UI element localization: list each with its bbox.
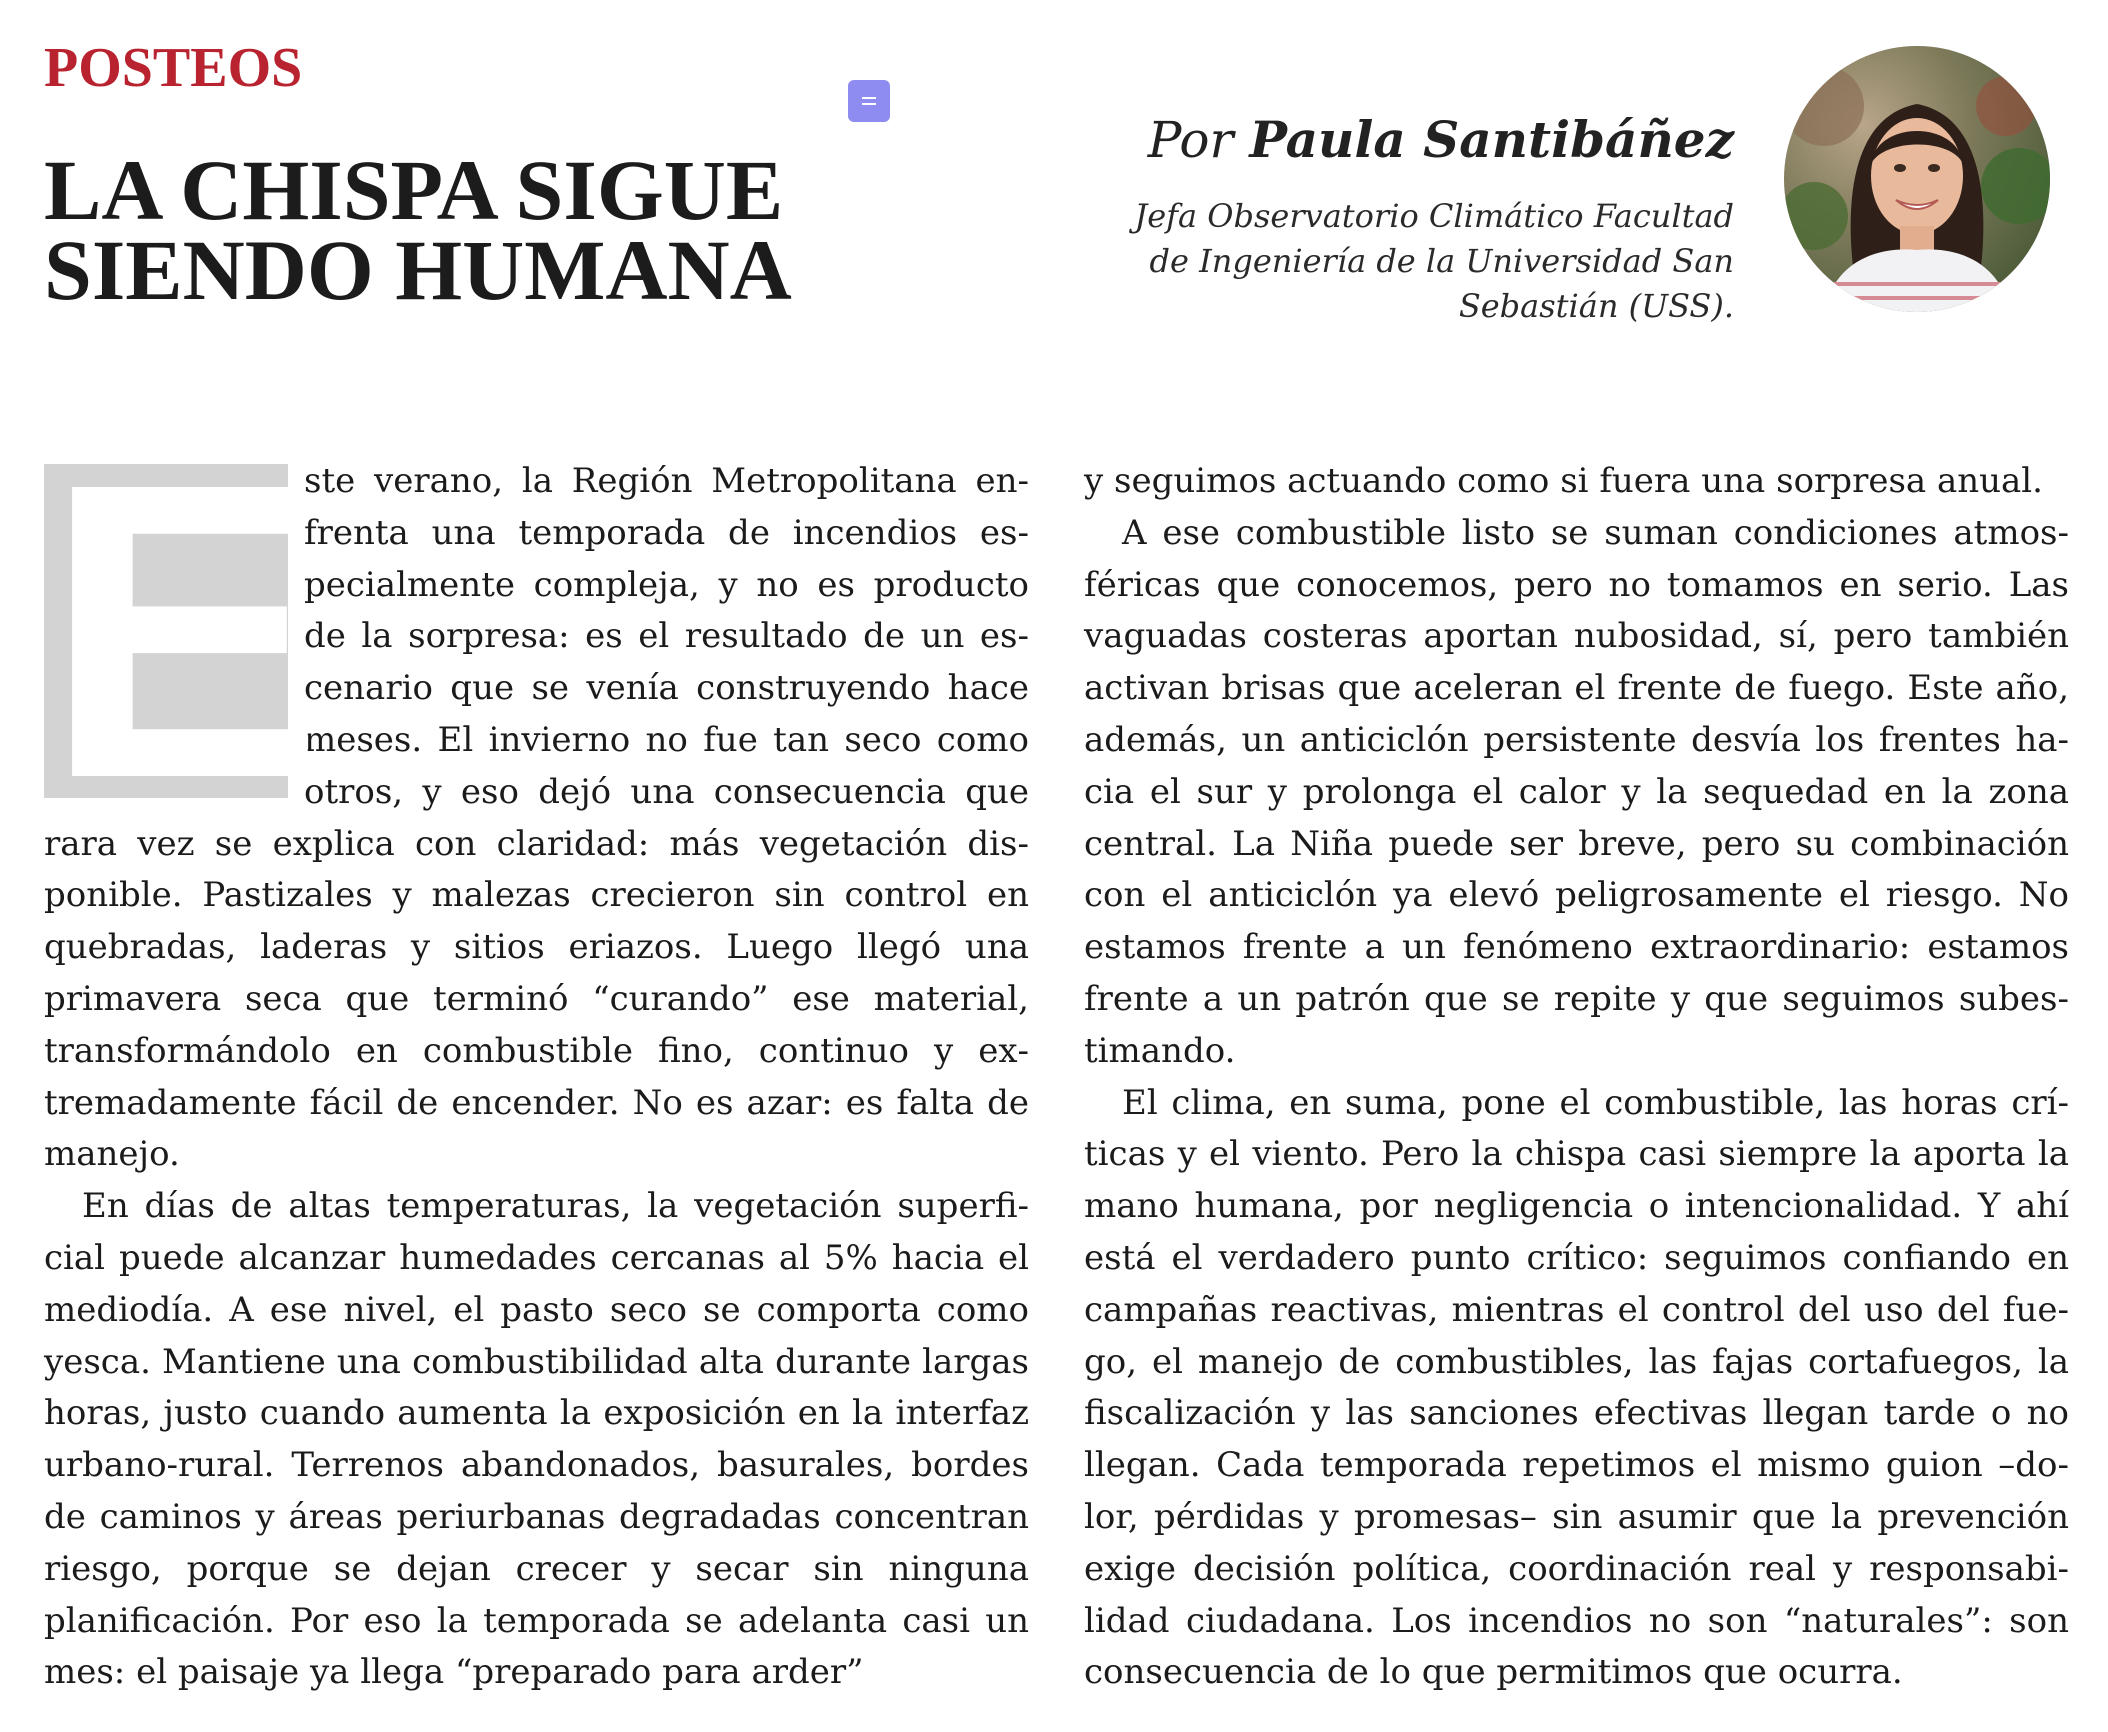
article-paragraph: El clima, en suma, pone el combustible, las horas críticas y el viento. Pero la chispa casi siempre la aporta la mano humana, por negligencia o intencionalidad. Y ahí está el verdadero punto crítico: seguimos confiando en campañas reactivas, mientras el control del uso del fuego, el manejo de combustibles, las fajas cortafuegos, la fiscalización y las sanciones efectivas llegan tarde o no llegan. Cada temporada repetimos el mismo guion –dolor, pérdidas y promesas– sin asumir que la prevención exige decisión política, coordinación real y responsabilidad ciudadana. Los incendios no son “naturales”: son consecuencia de lo que permitimos que ocurra. [1084,1082,2069,1693]
headline-line-1: LA CHISPA SIGUE [44,142,784,238]
article-paragraph: A ese combustible listo se suman condiciones atmosféricas que conocemos, pero no tomamos en serio. Las vaguadas costeras aportan nubosidad, sí, pero también activan brisas que aceleran el frente de fuego. Este año, además, un anticiclón persistente desvía los frentes hacia el sur y prolonga el calor y la sequedad en la zona central. La Niña puede ser breve, pero su combinación con el anticiclón ya elevó peligrosamente el riesgo. No estamos frente a un fenómeno extraordinario: estamos frente a un patrón que se repite y que seguimos subestimando. [1084,512,2069,1071]
avatar [1784,46,2050,312]
author-name: Paula Santibáñez [1249,110,1734,169]
article-column-left [44,397,1029,1699]
article-paragraph: y seguimos actuando como si fuera una sorpresa anual. [1084,461,2043,501]
menu-icon[interactable] [848,80,890,122]
menu-line [862,97,876,99]
menu-line [862,103,876,105]
article-column-right [1084,456,2069,1699]
article-paragraph: En días de altas temperaturas, la vegetación superficial puede alcanzar humedades cercanas al 5% hacia el mediodía. A ese nivel, el pasto seco se comporta como yesca. Mantiene una combustibilidad alta durante largas horas, justo cuando aumenta la exposición en la interfaz urbano-rural. Terrenos abandonados, basurales, bordes de caminos y áreas periurbanas degradadas concentran riesgo, porque se dejan crecer y secar sin ninguna planificación. Por eso la temporada se adelanta casi un mes: el paisaje ya llega “preparado para arder” [44,1186,1029,1693]
byline-prefix: Por [1147,111,1234,169]
byline [1148,110,1734,169]
paragraph-text: ste verano, la Región Metropolitana enfrenta una temporada de incendios especialmente compleja, y no es producto de la sorpresa: es el resultado de un escenario que se venía construyendo hace meses. El invierno no fue tan seco como otros, y eso dejó una consecuencia que rara vez se explica con claridad: más vegetación disponible. Pastizales y malezas crecieron sin control en quebradas, laderas y sitios eriazos. Luego llegó una primavera seca que terminó “curando” ese material, transformándolo en combustible fino, continuo y extremadamente fácil de encender. No es azar: es falta de manejo. [44,461,1029,1175]
article-paragraph [44,397,1029,1181]
drop-cap-letter: E [44,397,325,866]
headline [44,142,792,318]
headline-line-2: SIENDO HUMANA [44,222,792,318]
drop-cap [44,397,325,866]
author-role: Jefa Observatorio Climático Facultad de Ingeniería de la Universidad San Sebastián (USS). [1134,197,1734,325]
section-label: POSTEOS [44,37,303,99]
